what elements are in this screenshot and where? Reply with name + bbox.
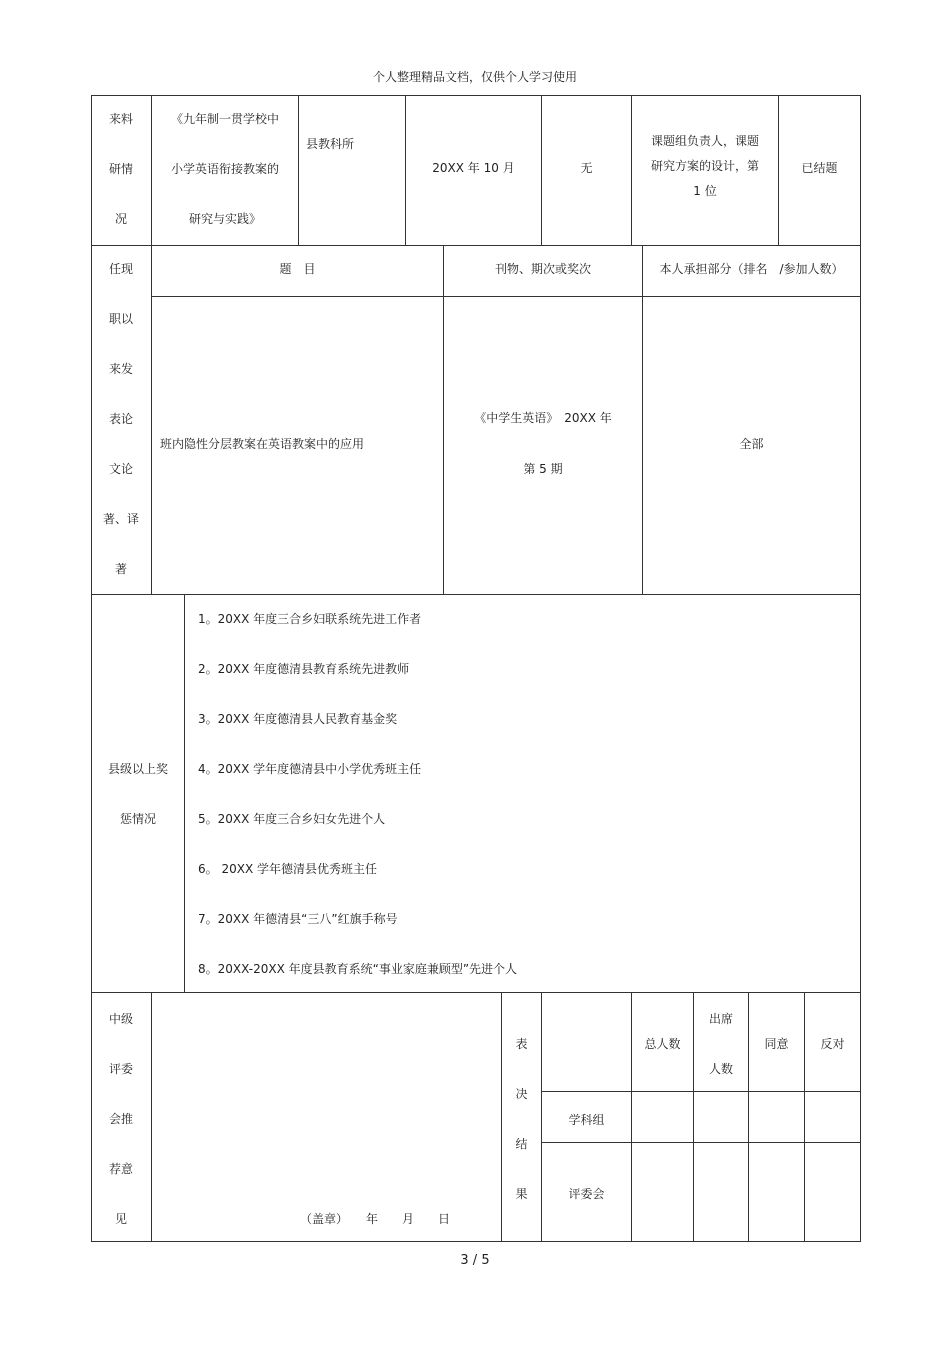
col-header-total: 总人数: [644, 1037, 681, 1051]
research-role: 课题组负责人，课题 研究方案的设计，第 1 位: [650, 134, 759, 198]
award-item: 8。20XX-20XX 年度县教育系统“事业家庭兼顾型”先进个人: [198, 962, 518, 976]
award-item: 3。20XX 年度德清县人民教育基金奖: [198, 712, 398, 726]
award-item: 7。20XX 年德清县“三八”红旗手称号: [198, 912, 398, 926]
publication-journal: 《中学生英语》 20XX 年 第 5 期: [474, 411, 612, 476]
award-item: 5。20XX 年度三合乡妇女先进个人: [198, 812, 386, 826]
award-item: 2。20XX 年度德清县教育系统先进教师: [198, 662, 410, 676]
research-project-title: 《九年制一贯学校中 小学英语衔接教案的 研究与实践》: [170, 112, 279, 226]
publication-part: 全部: [739, 437, 764, 451]
award-item: 4。20XX 学年度德清县中小学优秀班主任: [198, 762, 422, 776]
awards-label: 县级以上奖 惩情况: [107, 762, 168, 826]
page-number: 3 / 5: [460, 1253, 490, 1268]
row-committee: 评委会: [568, 1187, 605, 1201]
publications-label: 任现 职以 来发 表论 文论 著、译 著: [102, 262, 139, 576]
col-header-attend: 出席 人数: [708, 1012, 733, 1076]
publication-title: 班内隐性分层教案在英语教案中的应用: [160, 437, 365, 451]
research-level: 县教科所: [306, 137, 355, 151]
research-status: 已结题: [801, 161, 838, 175]
publications-header-part: 本人承担部分（排名 /参加人数）: [659, 262, 844, 276]
col-header-oppose: 反对: [820, 1037, 845, 1051]
award-item: 6。 20XX 学年德清县优秀班主任: [198, 862, 377, 876]
research-funding: 无: [580, 161, 593, 175]
publications-header-title: 题 目: [279, 262, 316, 276]
page-header: 个人整理精品文档，仅供个人学习使用: [372, 70, 577, 84]
publications-header-journal: 刊物、期次或奖次: [494, 262, 591, 276]
col-header-agree: 同意: [764, 1037, 789, 1051]
awards-list: [198, 611, 517, 1011]
committee-stamp-line: （盖章） 年 月 日: [300, 1212, 451, 1226]
research-label: 来料 研情 况: [108, 112, 133, 226]
row-subject-group: 学科组: [568, 1113, 605, 1127]
vote-label: 表 决 结 果: [515, 1037, 528, 1201]
research-time: 20XX 年 10 月: [432, 161, 515, 175]
committee-label: 中级 评委 会推 荐意 见: [108, 1012, 133, 1226]
award-item: 1。20XX 年度三合乡妇联系统先进工作者: [198, 612, 422, 626]
